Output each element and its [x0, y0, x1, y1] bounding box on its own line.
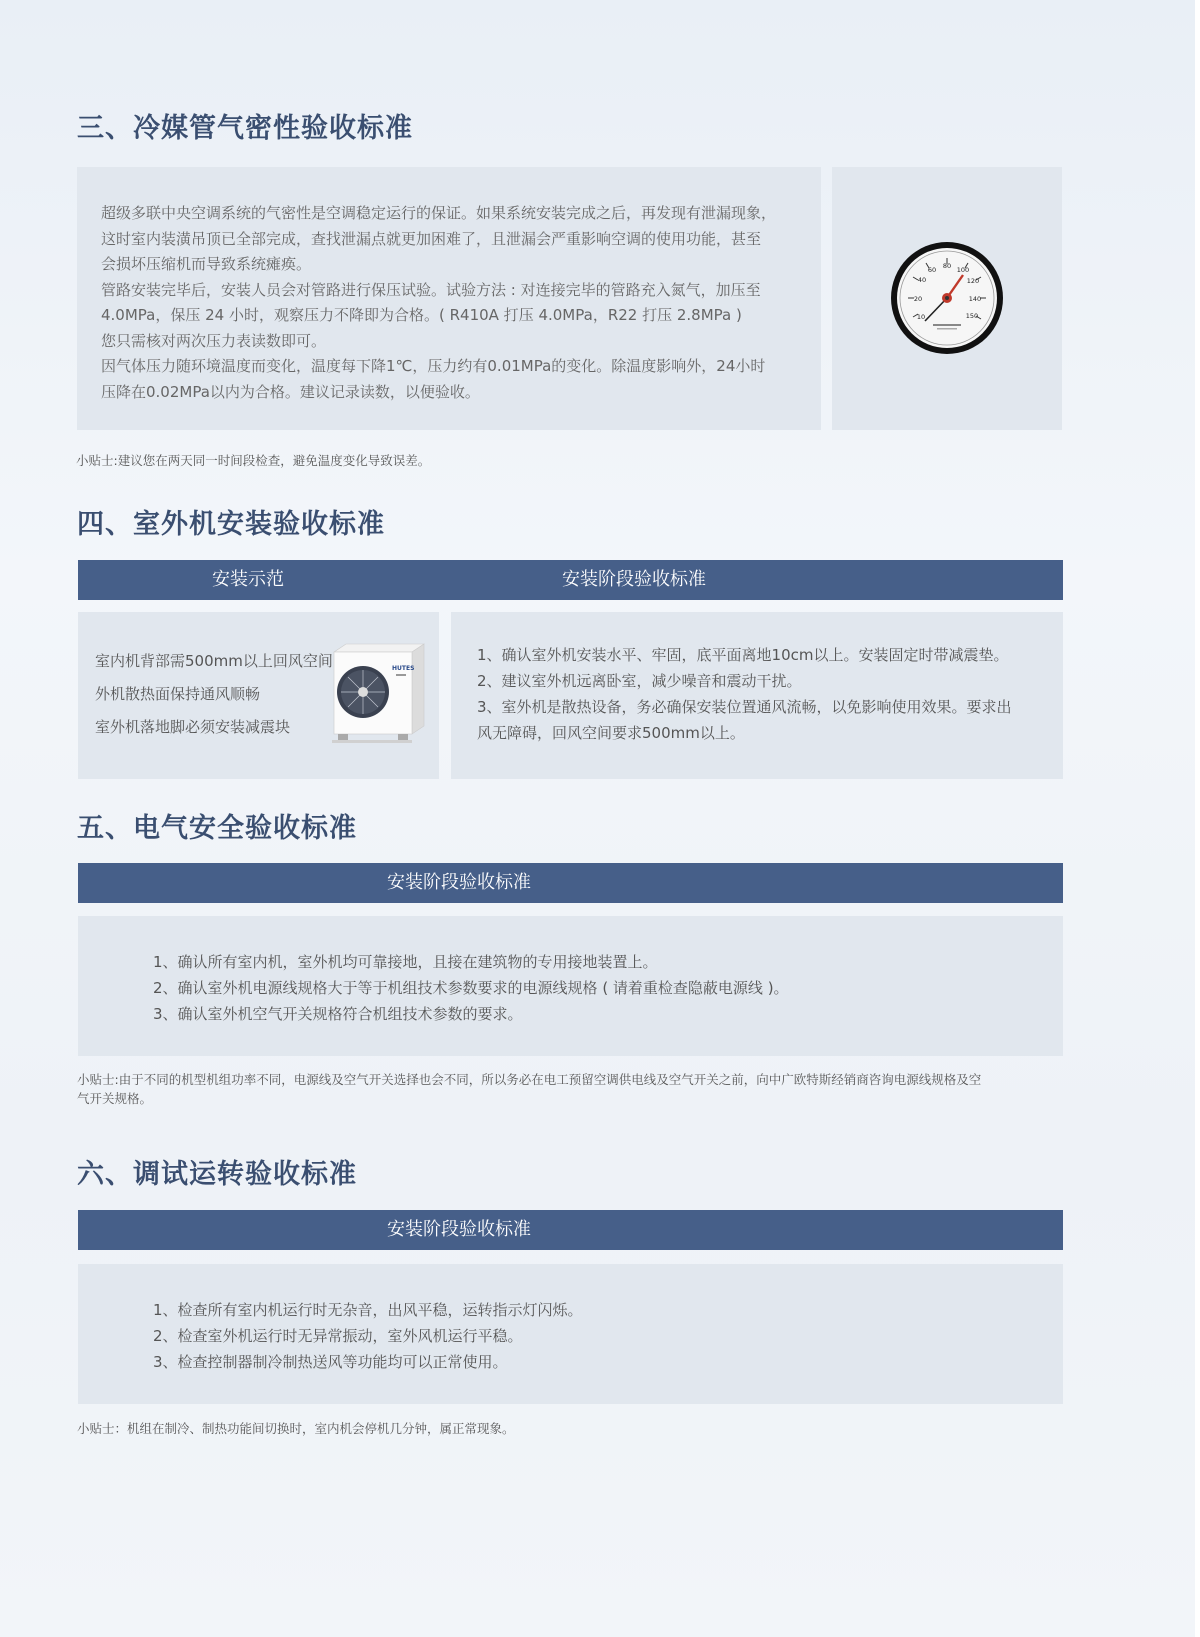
- section6-heading: 六、调试运转验收标准: [77, 1159, 357, 1190]
- col-header-criteria: 安装阶段验收标准: [387, 872, 531, 893]
- electrical-criteria-panel: [78, 916, 1063, 1056]
- brand-label: HUTES: [392, 665, 415, 672]
- commissioning-criteria-list: [153, 1297, 1053, 1375]
- paragraph-line: 压降在0.02MPa以内为合格。建议记录读数，以便验收。: [101, 382, 480, 401]
- tip-line: 小贴士:由于不同的机型机组功率不同，电源线及空气开关选择也会不同，所以务必在电工预留空调供电线及空气开关之前，向中广欧特斯经销商咨询电源线规格及空: [77, 1072, 982, 1087]
- airtightness-text-panel: [77, 167, 821, 430]
- section3-tip: 小贴士:建议您在两天同一时间段检查，避免温度变化导致误差。: [76, 453, 431, 468]
- outdoor-criteria-list: [477, 642, 1057, 746]
- paragraph-line: 4.0MPa，保压 24 小时，观察压力不降即为合格。( R410A 打压 4.0MPa，R22 打压 2.8MPa ): [101, 306, 742, 324]
- section3-heading: 三、冷媒管气密性验收标准: [77, 113, 413, 144]
- section5-heading: 五、电气安全验收标准: [77, 813, 357, 844]
- col-header-demo: 安装示范: [212, 569, 284, 590]
- gauge-tick: 10: [916, 313, 926, 321]
- gauge-tick: 80: [942, 262, 952, 270]
- commissioning-criteria-panel: [78, 1264, 1063, 1404]
- section5-tip: [77, 1070, 1067, 1108]
- criteria-item: 1、检查所有室内机运行时无杂音，出风平稳，运转指示灯闪烁。: [153, 1301, 583, 1319]
- criteria-item: 2、建议室外机远离卧室，减少噪音和震动干扰。: [477, 672, 802, 690]
- section4-heading: 四、室外机安装验收标准: [77, 509, 385, 540]
- gauge-tick: 140: [968, 295, 982, 303]
- gauge-tick: 150: [965, 312, 979, 320]
- paragraph-line: 管路安装完毕后，安装人员会对管路进行保压试验。试验方法 : 对连接完毕的管路充入氮气，加压至: [101, 280, 761, 299]
- gauge-image-panel: [832, 167, 1062, 430]
- gauge-tick: 100: [956, 266, 970, 274]
- gauge-tick: 40: [917, 276, 927, 284]
- col-header-criteria: 安装阶段验收标准: [562, 569, 706, 590]
- page-edge: [1195, 0, 1200, 1637]
- section6-tip: 小贴士：机组在制冷、制热功能间切换时，室内机会停机几分钟，属正常现象。: [77, 1421, 515, 1436]
- paragraph-line: 因气体压力随环境温度而变化，温度每下降1℃，压力约有0.01MPa的变化。除温度影响外，24小时: [101, 357, 766, 375]
- criteria-item: 2、确认室外机电源线规格大于等于机组技术参数要求的电源线规格 ( 请着重检查隐蔽电源线 )。: [153, 979, 789, 997]
- criteria-item: 1、确认室外机安装水平、牢固，底平面离地10cm以上。安装固定时带减震垫。: [477, 646, 1009, 664]
- outdoor-unit-image: [328, 640, 428, 752]
- commissioning-table-header: [78, 1210, 1063, 1250]
- paragraph-line: 这时室内装潢吊顶已全部完成，查找泄漏点就更加困难了，且泄漏会严重影响空调的使用功能，甚至: [101, 229, 762, 248]
- col-header-criteria: 安装阶段验收标准: [387, 1219, 531, 1240]
- criteria-item: 1、确认所有室内机，室外机均可靠接地，且接在建筑物的专用接地装置上。: [153, 953, 658, 971]
- criteria-item: 3、确认室外机空气开关规格符合机组技术参数的要求。: [153, 1005, 523, 1023]
- gauge-tick: 120: [966, 277, 980, 285]
- demo-label: 室外机落地脚必须安装减震块: [95, 718, 291, 736]
- installation-demo-panel: [78, 612, 439, 779]
- pressure-gauge-image: [832, 167, 1062, 430]
- electrical-table-header: [78, 863, 1063, 903]
- gauge-tick: 60: [927, 266, 937, 274]
- airtightness-paragraph: [101, 201, 813, 405]
- tip-line: 气开关规格。: [77, 1091, 153, 1106]
- demo-label: 外机散热面保持通风顺畅: [95, 685, 261, 703]
- electrical-criteria-list: [153, 949, 1053, 1027]
- outdoor-table-header: [78, 560, 1063, 600]
- criteria-item: 3、室外机是散热设备，务必确保安装位置通风流畅，以免影响使用效果。要求出: [477, 698, 1012, 716]
- gauge-tick: 20: [913, 295, 923, 303]
- outdoor-criteria-panel: [451, 612, 1063, 779]
- criteria-item: 3、检查控制器制冷制热送风等功能均可以正常使用。: [153, 1353, 508, 1371]
- paragraph-line: 会损坏压缩机而导致系统瘫痪。: [101, 255, 312, 273]
- paragraph-line: 您只需核对两次压力表读数即可。: [101, 331, 327, 350]
- paragraph-line: 超级多联中央空调系统的气密性是空调稳定运行的保证。如果系统安装完成之后，再发现有泄漏现象，: [101, 204, 777, 222]
- demo-label: 室内机背部需500mm以上回风空间: [95, 652, 333, 670]
- criteria-item: 2、检查室外机运行时无异常振动，室外风机运行平稳。: [153, 1327, 523, 1345]
- criteria-item: 风无障碍，回风空间要求500mm以上。: [477, 724, 745, 742]
